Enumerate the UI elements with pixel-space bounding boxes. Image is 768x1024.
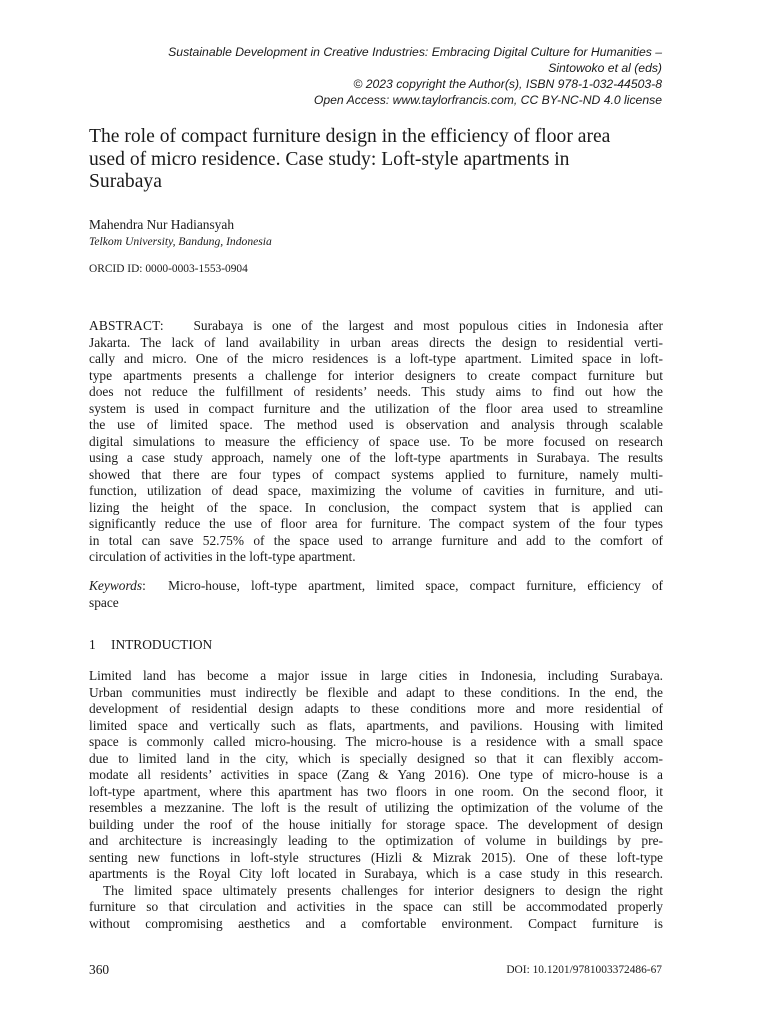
abstract-line: digital simulations to measure the efficiency of space use. To be more focused on research bbox=[89, 433, 663, 449]
abstract-first-line bbox=[89, 318, 663, 335]
body-line: building under the roof of the house initially for storage space. The development of design bbox=[89, 816, 663, 832]
title-line: Surabaya bbox=[89, 171, 162, 192]
body-line: and architecture is increasingly leading to the optimization of volume in buildings by pre- bbox=[89, 833, 663, 848]
abstract-line: in total can save 52.75% of the space used to arrange furniture and add to the comfort of bbox=[89, 532, 663, 548]
author-affiliation: Telkom University, Bandung, Indonesia bbox=[89, 235, 272, 248]
section-title: INTRODUCTION bbox=[111, 637, 213, 652]
introduction-body bbox=[89, 668, 663, 932]
abstract-line: type apartments presents a challenge for interior designers to create compact furniture but bbox=[89, 367, 663, 383]
keywords-line: space bbox=[89, 594, 119, 610]
abstract-line: showed that there are four types of compact systems applied to furniture, namely multi- bbox=[89, 466, 663, 482]
abstract-text: Surabaya is one of the largest and most populous cities in Indonesia after bbox=[193, 318, 663, 333]
abstract-line: function, utilization of dead space, maximizing the volume of cavities in furniture, and uti- bbox=[89, 483, 663, 498]
abstract-label: ABSTRACT: bbox=[89, 318, 164, 333]
title-line: used of micro residence. Case study: Loft-style apartments in bbox=[89, 148, 570, 170]
abstract-line: lizing the height of the space. In conclusion, the compact system that is applied can bbox=[89, 499, 663, 515]
paper-title bbox=[89, 126, 669, 194]
section-heading bbox=[89, 636, 212, 653]
abstract-line: system is used in compact furniture and the utilization of the floor area used to streamline bbox=[89, 400, 663, 416]
keywords bbox=[89, 578, 663, 611]
header-line: Open Access: www.taylorfrancis.com, CC BY-NC-ND 4.0 license bbox=[313, 93, 662, 107]
body-line: space is commonly called micro-housing. The micro-house is a residence with a small space bbox=[89, 734, 663, 749]
abstract-line: circulation of activities in the loft-type apartment. bbox=[89, 549, 356, 564]
keywords-text: Micro-house, loft-type apartment, limited space, compact furniture, efficiency of bbox=[168, 578, 663, 593]
publication-header bbox=[102, 44, 662, 108]
body-line: resembles a mezzanine. The loft is the result of utilizing the optimization of the volume of the bbox=[89, 800, 663, 815]
abstract bbox=[89, 318, 663, 566]
header-line: Sustainable Development in Creative Industries: Embracing Digital Culture for Humanities – bbox=[168, 45, 662, 59]
page-number: 360 bbox=[89, 962, 110, 977]
header-line: Sintowoko et al (eds) bbox=[548, 61, 662, 75]
body-line: loft-type apartment, where this apartment has two floors in one room. On the second floor, it bbox=[89, 783, 663, 799]
body-line: Limited land has become a major issue in large cities in Indonesia, including Surabaya. bbox=[89, 668, 663, 683]
keywords-label: Keywords bbox=[89, 578, 143, 593]
abstract-line: cally and micro. One of the micro residences is a loft-type apartment. Limited space in loft- bbox=[89, 351, 663, 366]
abstract-line: Jakarta. The lack of land availability in urban areas directs the design to residential verti- bbox=[89, 334, 663, 350]
abstract-line: using a case study approach, namely one of the loft-type apartments in Surabaya. The results bbox=[89, 450, 663, 465]
body-line: Urban communities must indirectly be flexible and adapt to these conditions. In the end, the bbox=[89, 684, 663, 700]
section-number: 1 bbox=[89, 637, 96, 652]
header-line: © 2023 copyright the Author(s), ISBN 978-1-032-44503-8 bbox=[353, 77, 662, 91]
keywords-first-line: Keywords: Micro-house, loft-type apartment, limited space, compact furniture, efficiency of bbox=[89, 578, 663, 593]
body-line: limited space and vertically such as flats, apartments, and pavilions. Housing with limited bbox=[89, 717, 663, 733]
body-line: without compromising aesthetics and a comfortable environment. Compact furniture is bbox=[89, 915, 663, 931]
body-line: development of residential design adapts to these conditions more and more residential of bbox=[89, 701, 663, 716]
body-line: due to limited land in the city, which is specially designed so that it can flexibly accom- bbox=[89, 750, 663, 766]
body-line: apartments is the Royal City loft located in Surabaya, which is a case study in this research. bbox=[89, 866, 663, 881]
body-line: furniture so that circulation and activities in the space can still be accommodated properly bbox=[89, 899, 663, 914]
body-line: modate all residents’ activities in space (Zang & Yang 2016). One type of micro-house is a bbox=[89, 767, 663, 782]
abstract-line: does not reduce the fulfillment of residents’ needs. This study aims to find out how the bbox=[89, 384, 663, 399]
abstract-line: significantly reduce the use of floor area for furniture. The compact system of the four types bbox=[89, 516, 663, 531]
doi: DOI: 10.1201/9781003372486-67 bbox=[506, 964, 662, 976]
body-line: The limited space ultimately presents challenges for interior designers to design the right bbox=[103, 882, 663, 898]
title-line: The role of compact furniture design in the efficiency of floor area bbox=[89, 126, 611, 147]
author-name: Mahendra Nur Hadiansyah bbox=[89, 217, 235, 232]
abstract-line: the use of limited space. The method used is observation and analysis through scalable bbox=[89, 417, 663, 432]
author-orcid: ORCID ID: 0000-0003-1553-0904 bbox=[89, 263, 248, 275]
body-line: senting new functions in loft-style structures (Hizli & Mizrak 2015). One of these loft-type bbox=[89, 849, 663, 865]
